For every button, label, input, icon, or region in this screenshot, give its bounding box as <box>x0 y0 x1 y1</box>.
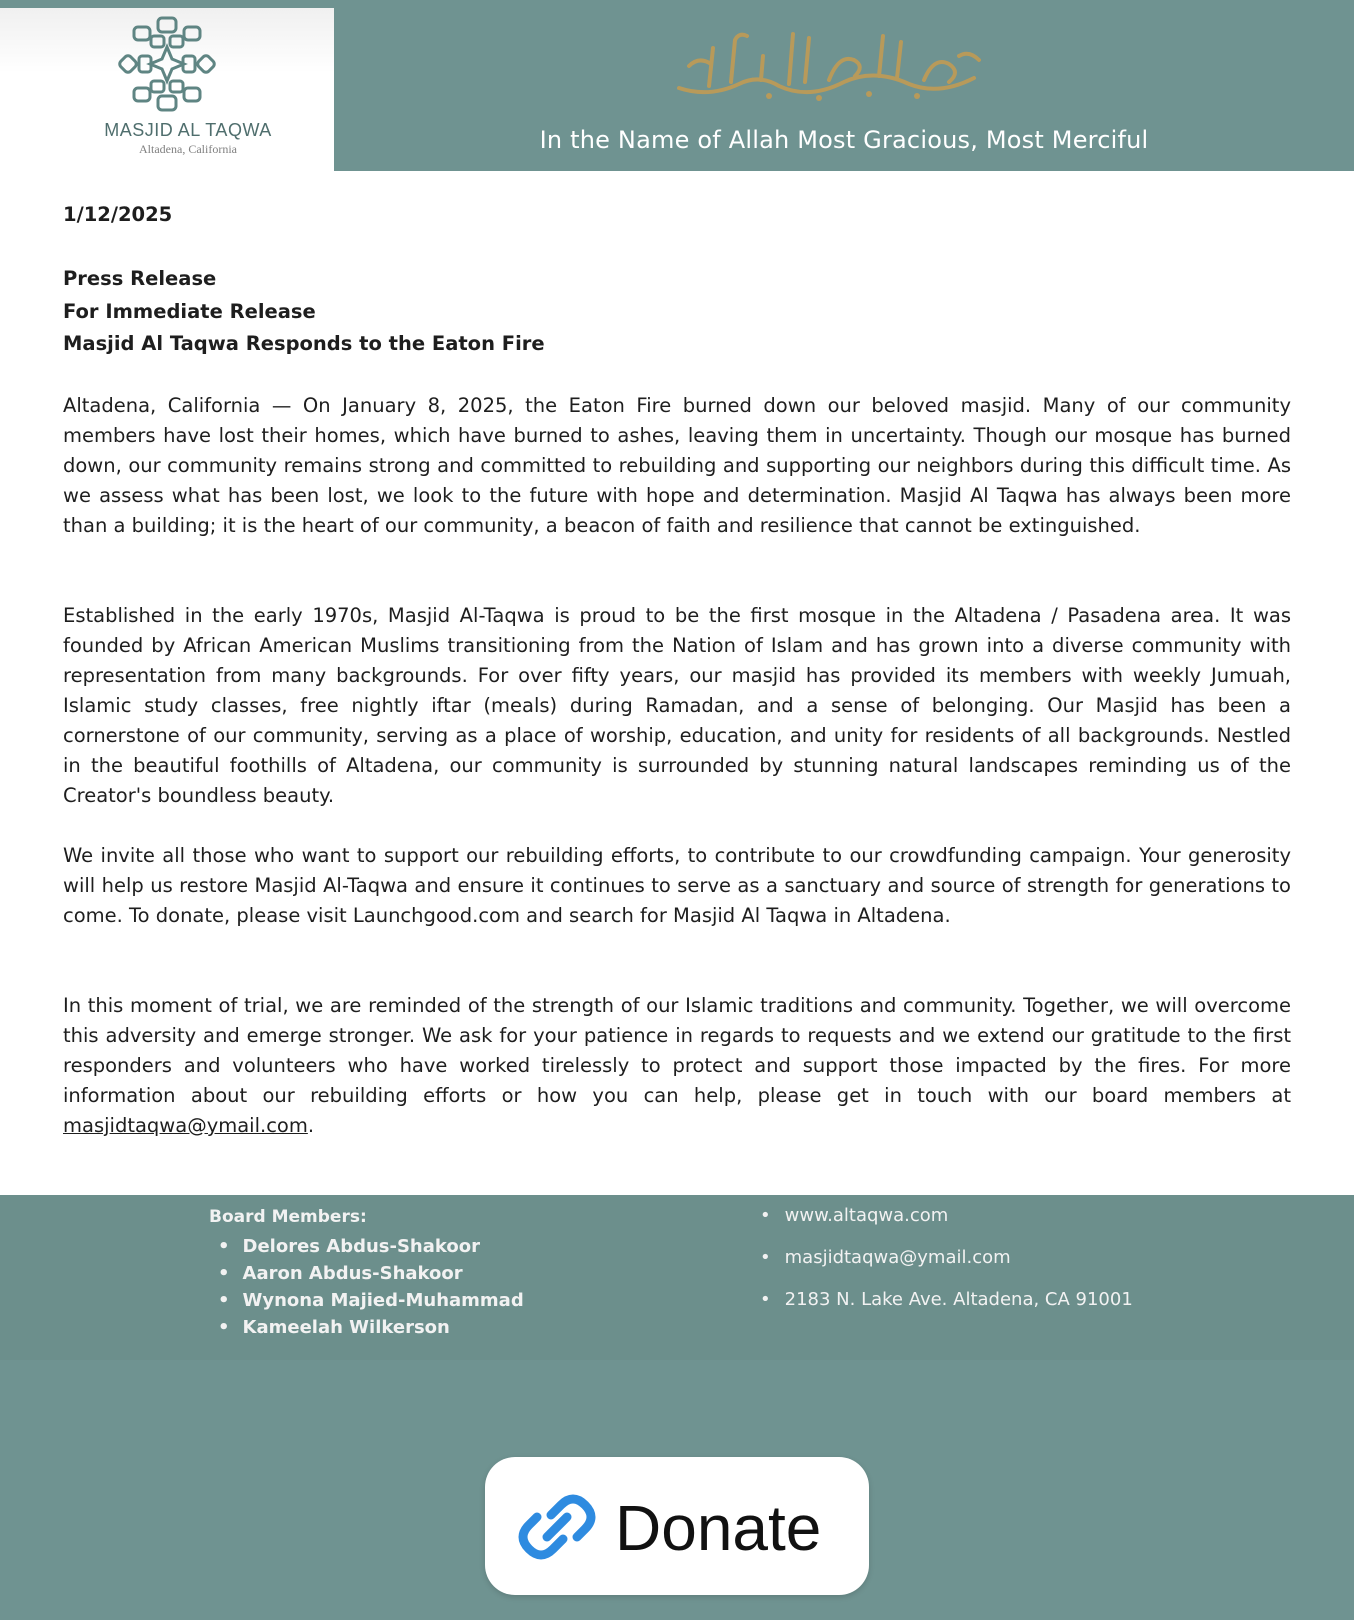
heading-press-release: Press Release <box>63 267 217 290</box>
paragraph-4-text: In this moment of trial, we are reminded of the strength of our Islamic traditions and community. Together, we will overcome this adversity and emerge stronger. We ask for your patience in regards to requests and we extend our gratitude to the first responders and volunteers who have worked tirelessly to protect and support those impacted by the fires. For more information about our rebuilding efforts or how you can help, please get in touch with our board members at <box>63 994 1291 1107</box>
donate-button[interactable] <box>485 1457 869 1595</box>
address: • 2183 N. Lake Ave. Altadena, CA 91001 <box>760 1289 1133 1331</box>
heading-immediate-release: For Immediate Release <box>63 299 316 323</box>
board-members-title: Board Members: <box>209 1207 367 1227</box>
board-member: • Wynona Majied-Muhammad <box>218 1287 524 1314</box>
logo-name: MASJID AL TAQWA <box>104 120 272 140</box>
release-date: 1/12/2025 <box>63 203 173 226</box>
masjid-logo <box>0 8 334 171</box>
paragraph-2: Established in the early 1970s, Masjid Al-Taqwa is proud to be the first mosque in the Altadena / Pasadena area. It was founded by African American Muslims transitioning from the Nation of Islam and has grown into a diverse community with representation from many backgrounds. For over fifty years, our masjid has provided its members with weekly Jumuah, Islamic study classes, free nightly iftar (meals) during Ramadan, and a sense of belonging. Our Masjid has been a cornerstone of our community, serving as a place of worship, education, and unity for residents of all backgrounds. Nestled in the beautiful foothills of Altadena, our community is surrounded by stunning natural landscapes reminding us of the Creator's boundless beauty. <box>63 604 1291 807</box>
board-member: • Delores Abdus-Shakoor <box>218 1233 524 1260</box>
logo-location: Altadena, California <box>139 142 237 156</box>
board-members-list <box>218 1233 524 1341</box>
header-tagline: In the Name of Allah Most Gracious, Most Merciful <box>539 126 1149 154</box>
header-band <box>334 8 1354 171</box>
donate-label: Donate <box>615 1492 822 1564</box>
board-member: • Aaron Abdus-Shakoor <box>218 1260 524 1287</box>
board-member: • Kameelah Wilkerson <box>218 1314 524 1341</box>
press-release-document <box>0 8 1354 1195</box>
top-strip <box>0 0 1354 8</box>
footer-band <box>0 1195 1354 1360</box>
paragraph-4-end: . <box>307 1114 315 1137</box>
footer-email-link[interactable]: • masjidtaqwa@ymail.com <box>760 1247 1133 1289</box>
contact-list <box>760 1205 1133 1331</box>
paragraph-1: Altadena, California — On January 8, 2025, the Eaton Fire burned down our beloved masjid. Many of our community members have lost their homes, which have burned to ashes, leaving them in uncertainty. Though our mosque has burned down, our community remains strong and committed to rebuilding and supporting our neighbors during this difficult time. As we assess what has been lost, we look to the future with hope and determination. Masjid Al Taqwa has always been more than a building; it is the heart of our community, a beacon of faith and resilience that cannot be extinguished. <box>63 394 1291 537</box>
contact-email-link[interactable]: masjidtaqwa@ymail.com <box>63 1114 308 1137</box>
release-headings <box>63 263 545 361</box>
website-link[interactable]: • www.altaqwa.com <box>760 1205 1133 1247</box>
heading-title: Masjid Al Taqwa Responds to the Eaton Fire <box>63 332 545 355</box>
paragraph-4 <box>63 991 1291 1141</box>
link-icon <box>515 1485 599 1569</box>
bismillah-calligraphy-icon <box>669 26 989 106</box>
paragraph-3: We invite all those who want to support our rebuilding efforts, to contribute to our crowdfunding campaign. Your generosity will help us restore Masjid Al-Taqwa and ensure it continues to serve as a sanctuary and source of strength for generations to come. To donate, please visit Launchgood.com and search for Masjid Al Taqwa in Altadena. <box>63 844 1291 927</box>
geometric-star-logo-icon <box>112 12 222 117</box>
